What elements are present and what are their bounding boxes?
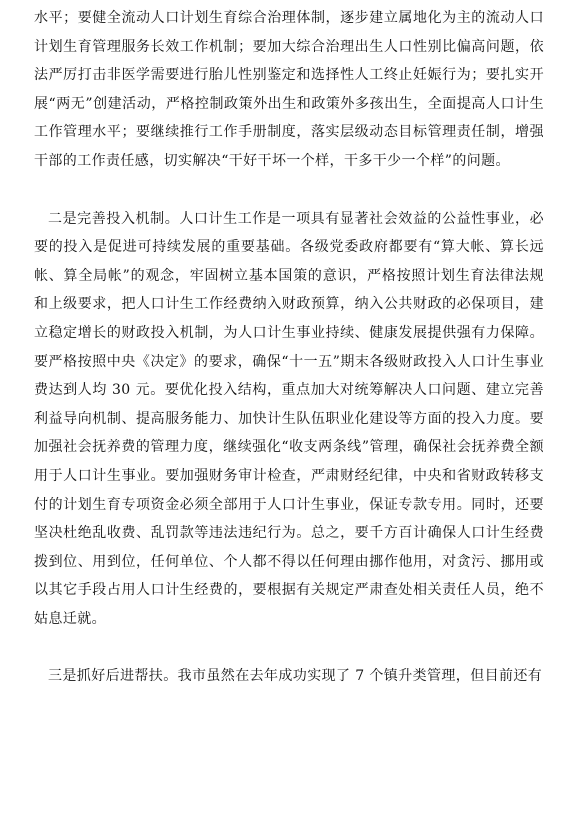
- paragraph-2: 二是完善投入机制。人口计生工作是一项具有显著社会效益的公益性事业，必要的投入是促进可持续发展的重要基础。各级党委政府都要有“算大帐、算长远帐、算全局帐”的观念，牢固树立基本国策的意识，严格按照计划生育法律法规和上级要求，把人口计生工作经费纳入财政预算，纳入公共财政的必保项目，建立稳定增长的财政投入机制，为人口计生事业持续、健康发展提供强有力保障。要严格按照中央《决定》的要求，确保“十一五”期末各级财政投入人口计生事业费达到人均 30 元。要优化投入结构，重点加大对统筹解决人口问题、建立完善利益导向机制、提高服务能力、加快计生队伍职业化建设等方面的投入力度。要加强社会抚养费的管理力度，继续强化“收支两条线”管理，确保社会抚养费全额用于人口计生事业。要加强财务审计检查，严肃财经纪律，中央和省财政转移支付的计划生育专项资金必须全部用于人口计生事业，保证专款专用。同时，还要坚决杜绝乱收费、乱罚款等违法违纪行为。总之，要千方百计确保人口计生经费拨到位、用到位，任何单位、个人都不得以任何理由挪作他用，对贪污、挪用或以其它手段占用人口计生经费的，要根据有关规定严肃查处相关责任人员，绝不姑息迁就。: [34, 210, 544, 627]
- paragraph-3: 三是抓好后进帮扶。我市虽然在去年成功实现了 7 个镇升类管理，但目前还有: [48, 668, 543, 685]
- paragraph-1: 水平；要健全流动人口计划生育综合治理体制，逐步建立属地化为主的流动人口计划生育管理服务长效工作机制；要加大综合治理出生人口性别比偏高问题，依法严厉打击非医学需要进行胎儿性别鉴定和选择性人工终止妊娠行为；要扎实开展“两无”创建活动，严格控制政策外出生和政策外多孩出生，全面提高人口计生工作管理水平；要继续推行工作手册制度，落实层级动态目标管理责任制，增强干部的工作责任感，切实解决“干好干坏一个样，干多干少一个样”的问题。: [34, 10, 544, 169]
